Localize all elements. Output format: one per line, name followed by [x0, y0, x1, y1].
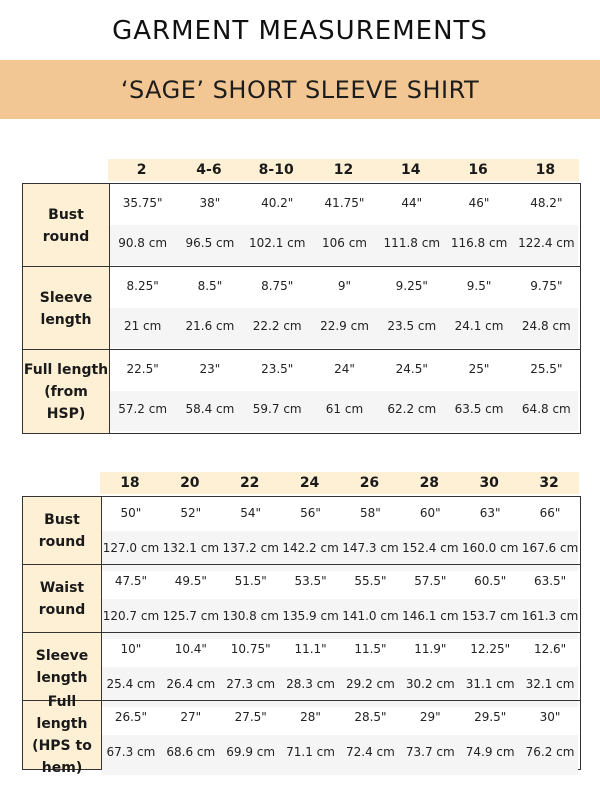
cm-value: 27.3 cm [226, 677, 276, 691]
inch-value: 8.75" [261, 279, 294, 293]
measurement-label [23, 184, 109, 267]
cm-value: 137.2 cm [222, 541, 279, 555]
size-header-cell: 2 [136, 162, 147, 178]
measurement-label-line: length [40, 311, 92, 328]
cm-value: 76.2 cm [525, 745, 575, 759]
cm-value: 142.2 cm [282, 541, 339, 555]
measurement-label-line: hem) [41, 760, 83, 776]
cm-value: 116.8 cm [450, 236, 508, 250]
cm-value: 28.3 cm [286, 677, 335, 691]
measurement-label-line: Bust [44, 512, 80, 528]
cm-value: 64.8 cm [521, 402, 571, 416]
cm-value: 30.2 cm [405, 677, 455, 691]
measurement-label-text [39, 509, 85, 553]
cm-value: 106 cm [321, 236, 367, 250]
inch-value: 48.2" [530, 196, 563, 210]
inch-value: 53.5" [294, 574, 327, 588]
measurement-label-line: (HPS to [32, 738, 92, 754]
cm-value: 152.4 cm [402, 541, 459, 555]
inch-value: 57.5" [414, 574, 447, 588]
size-header-row [100, 472, 579, 494]
cm-value: 125.7 cm [162, 609, 220, 623]
inch-value: 60.5" [474, 574, 507, 588]
inch-value: 22.5" [126, 362, 159, 376]
measurement-label-text [36, 645, 89, 689]
inch-value: 47.5" [114, 574, 148, 588]
cm-value: 167.6 cm [521, 541, 579, 555]
cm-value: 58.4 cm [185, 402, 235, 416]
size-header-cell: 28 [419, 475, 440, 491]
cm-value: 132.1 cm [162, 541, 220, 555]
measurement-label [23, 565, 101, 633]
inch-value: 24.5" [395, 362, 428, 376]
inch-value: 9.5" [466, 279, 492, 293]
size-header-cell: 14 [401, 162, 421, 178]
inch-value: 26.5" [114, 710, 148, 724]
measurement-label [23, 267, 109, 350]
inch-value: 8.25" [126, 279, 159, 293]
inch-value: 9.75" [530, 279, 563, 293]
measurement-group [23, 694, 580, 776]
measurement-label [23, 694, 101, 776]
measurement-label-line: Full length [23, 361, 109, 378]
measurement-group [23, 497, 580, 565]
measurement-label [23, 350, 109, 433]
cm-value: 71.1 cm [286, 745, 335, 759]
page-subtitle: ‘SAGE’ SHORT SLEEVE SHIRT [120, 75, 480, 104]
size-header-row [108, 159, 579, 181]
inch-value: 11.1" [294, 642, 327, 656]
cm-value: 122.4 cm [518, 236, 575, 250]
inch-value: 63" [479, 506, 501, 520]
cm-value: 68.6 cm [166, 745, 216, 759]
cm-value: 22.9 cm [320, 319, 369, 333]
inch-value: 55.5" [354, 574, 387, 588]
cm-value: 90.8 cm [118, 236, 168, 250]
cm-value: 23.5 cm [387, 319, 437, 333]
subtitle-band [0, 60, 600, 119]
measurement-group [23, 184, 580, 267]
cm-value: 24.1 cm [454, 319, 504, 333]
inch-value: 27.5" [234, 710, 267, 724]
inch-value: 29" [419, 710, 441, 724]
inch-value: 24" [334, 362, 355, 376]
inch-value: 10.75" [230, 642, 271, 656]
cm-value: 161.3 cm [521, 609, 579, 623]
inch-value: 12.6" [533, 642, 567, 656]
size-header-cell: 18 [120, 475, 140, 491]
inch-value: 41.75" [324, 196, 365, 210]
cm-value: 130.8 cm [222, 609, 279, 623]
measurement-label-line: round [38, 602, 86, 618]
cm-value: 72.4 cm [346, 745, 395, 759]
cm-value: 62.2 cm [387, 402, 437, 416]
size-header-cell: 22 [239, 475, 260, 491]
cm-value: 102.1 cm [248, 236, 306, 250]
cm-value: 26.4 cm [166, 677, 216, 691]
size-header-cell: 20 [180, 475, 200, 491]
cm-value: 135.9 cm [282, 609, 339, 623]
inch-value: 28" [300, 710, 321, 724]
inch-value: 46" [468, 196, 490, 210]
cm-value: 153.7 cm [461, 609, 519, 623]
page-title: GARMENT MEASUREMENTS [112, 16, 488, 46]
inch-value: 56" [300, 506, 321, 520]
inch-value: 9.25" [395, 279, 428, 293]
measurement-group [23, 564, 580, 633]
size-header-cell: 26 [359, 475, 380, 491]
size-header-cell: 30 [479, 475, 499, 491]
measurement-label-line: round [42, 228, 90, 245]
cm-value: 61 cm [325, 402, 364, 416]
inch-value: 49.5" [174, 574, 207, 588]
cm-value: 127.0 cm [102, 541, 160, 555]
measurement-label-line: Sleeve [39, 289, 93, 306]
cm-value: 22.2 cm [252, 319, 302, 333]
inch-value: 54" [240, 506, 262, 520]
size-header-cell: 12 [333, 162, 354, 178]
inch-value: 27" [180, 710, 202, 724]
measurement-label [23, 497, 101, 565]
measurement-label-line: Full length [36, 694, 88, 732]
inch-value: 25.5" [530, 362, 563, 376]
cm-value: 111.8 cm [383, 236, 441, 250]
inch-value: 11.5" [354, 642, 387, 656]
measurement-label-text [40, 287, 93, 331]
size-header-cell: 18 [535, 162, 556, 178]
measurement-label-line: Waist [39, 580, 85, 596]
cm-value: 67.3 cm [106, 745, 156, 759]
inch-value: 58" [360, 506, 381, 520]
inch-value: 28.5" [354, 710, 387, 724]
size-header-cell: 4-6 [196, 162, 222, 178]
inch-value: 9" [337, 279, 352, 293]
inch-value: 52" [180, 506, 202, 520]
cm-value: 96.5 cm [185, 236, 235, 250]
measurement-group [23, 632, 580, 701]
cm-value: 146.1 cm [402, 609, 459, 623]
inch-value: 30" [539, 710, 561, 724]
inch-value: 23" [199, 362, 221, 376]
measurement-label-line: Bust [48, 206, 84, 223]
inch-value: 51.5" [234, 574, 267, 588]
inch-value: 29.5" [474, 710, 507, 724]
measurement-label-line: length [36, 670, 88, 686]
cm-value: 73.7 cm [405, 745, 455, 759]
measurement-group [23, 266, 580, 350]
cm-value: 147.3 cm [342, 541, 399, 555]
measurement-label-text [43, 204, 89, 248]
inch-value: 40.2" [261, 196, 294, 210]
inch-value: 12.25" [470, 642, 511, 656]
cm-value: 32.1 cm [525, 677, 575, 691]
cm-value: 21 cm [123, 319, 162, 333]
cm-value: 24.8 cm [521, 319, 571, 333]
measurement-label-text [23, 691, 101, 779]
measurement-label-line: Sleeve [35, 648, 89, 664]
inch-value: 60" [419, 506, 441, 520]
inch-value: 10.4" [174, 642, 207, 656]
cm-value: 160.0 cm [461, 541, 519, 555]
cm-value: 31.1 cm [465, 677, 515, 691]
measurement-label-line: round [38, 534, 86, 550]
size-header-cell: 24 [299, 475, 320, 491]
cm-value: 59.7 cm [252, 402, 302, 416]
inch-value: 66" [539, 506, 561, 520]
inch-value: 35.75" [122, 196, 163, 210]
cm-value: 120.7 cm [102, 609, 160, 623]
cm-value: 74.9 cm [465, 745, 515, 759]
inch-value: 11.9" [414, 642, 447, 656]
inch-value: 10" [120, 642, 142, 656]
measurement-label-text [39, 577, 85, 621]
table-body [22, 183, 581, 434]
inch-value: 8.5" [197, 279, 223, 293]
cm-value: 57.2 cm [118, 402, 168, 416]
inch-value: 38" [199, 196, 221, 210]
cm-value: 25.4 cm [106, 677, 156, 691]
inch-value: 63.5" [533, 574, 567, 588]
measurement-group [23, 349, 580, 433]
measurement-label-text [23, 359, 109, 425]
cm-value: 63.5 cm [454, 402, 504, 416]
cm-value: 29.2 cm [346, 677, 395, 691]
inch-value: 50" [120, 506, 142, 520]
size-header-cell: 8-10 [258, 162, 294, 178]
table-body [22, 496, 581, 776]
inch-value: 44" [401, 196, 423, 210]
measurement-label-line: (from HSP) [44, 383, 88, 422]
inch-value: 23.5" [261, 362, 294, 376]
size-header-cell: 32 [539, 475, 559, 491]
cm-value: 21.6 cm [185, 319, 235, 333]
inch-value: 25" [468, 362, 490, 376]
cm-value: 141.0 cm [342, 609, 399, 623]
size-header-cell: 16 [468, 162, 488, 178]
cm-value: 69.9 cm [226, 745, 276, 759]
